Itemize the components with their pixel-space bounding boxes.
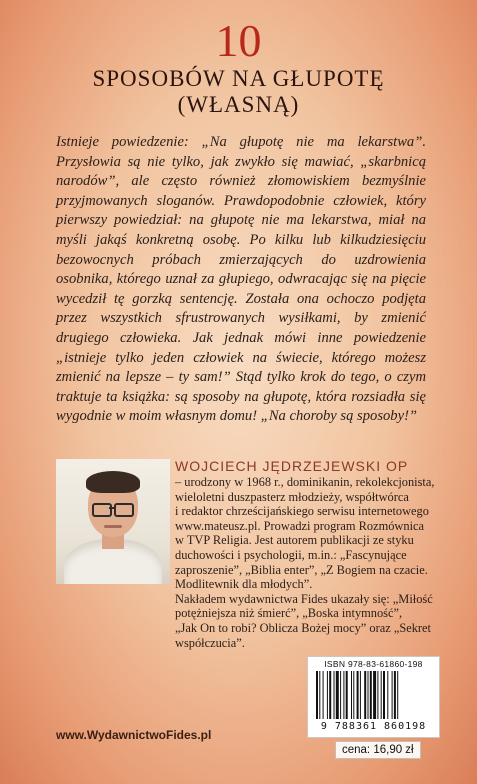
bio-line: wieloletni duszpasterz młodzieży, współtwórca [175,489,409,504]
barcode-icon [316,671,431,719]
bio-line: i redaktor chrześcijańskiego serwisu internetowego [175,504,429,519]
barcode-box [307,656,440,738]
bio-line: „Jak On to robi? Oblicza Bożej mocy” oraz „Sekret [175,620,431,635]
author-photo [56,459,170,584]
bio-line: współczucia”. [175,635,245,650]
publisher-url: www.WydawnictwoFides.pl [56,728,212,742]
bio-line: www.mateusz.pl. Prowadzi program Rozmównica [175,518,425,533]
book-blurb: Istnieje powiedzenie: „Na głupotę nie ma lekarstwa”. Przysłowia są nie tylko, jak zwykło się mawiać, „skarbnicą narodów”, ale często również złomowiskiem bezmyślnie przyjmowanych sloganów. Prawdopodobnie człowiek, który pierwszy powiedział: na głupotę nie ma lekarstwa, miał na myśli jakąś konkretną osobę. Po kilku lub kilkudziesięciu bezowocnych próbach zmierzających do uzdrowienia osobnika, którego uznał za głupiego, odwracając się na pięcie wycedził tę gorzką sentencję. Została ona ochoczo podjęta przez wszystkich sfrustrowanych wysiłkami, by zmienić drugiego człowieka. Jak jednak mówi inne powiedzenie „istnieje tylko jeden człowiek na świecie, którego możesz zmienić na lepsze – ty sam!” Stąd tylko krok do tego, o czym traktuje ta książka: są sposoby na głupotę, która rozsiadła się wygodnie w moim własnym domu! „Na choroby są sposoby!” [56,134,426,425]
author-bio [175,475,437,650]
bio-line: zaproszenie”, „Biblia enter”, „Z Bogiem na czacie. [175,562,428,577]
title-line-2: (WŁASNĄ) [177,92,300,117]
price-label: cena: 16,90 zł [335,741,421,759]
bio-line: – urodzony w 1968 r., dominikanin, rekolekcjonista, [175,475,435,489]
bio-line: duchowości i psychologii, m.in.: „Fascynujące [175,547,407,562]
author-name: WOJCIECH JĘDRZEJEWSKI OP [175,458,409,474]
bio-line: Nakładem wydawnictwa Fides ukazały się: „Miłość [175,591,433,606]
barcode-digits: 9 788361 860198 [320,721,427,732]
bio-line: w TVP Religia. Jest autorem publikacji ze styku [175,533,414,548]
bio-line: potężniejsza niż śmierć”, „Boska intymność”, [175,606,403,621]
title-number: 10 [215,15,262,66]
bio-line: Modlitewnik dla młodych”. [175,577,313,592]
title-line-1: SPOSOBÓW NA GŁUPOTĘ [92,66,385,91]
isbn-label: ISBN 978-83-61860-198 [324,659,423,669]
